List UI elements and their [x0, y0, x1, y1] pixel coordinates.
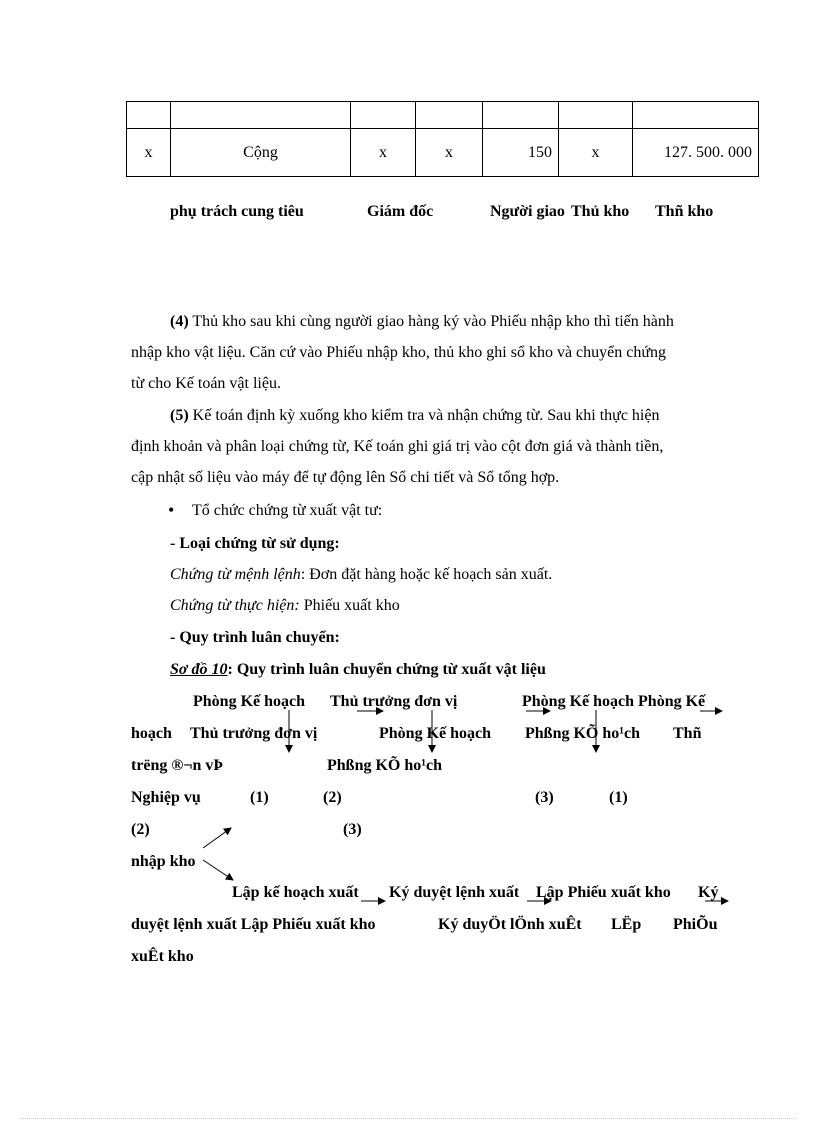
arrow-diagonal-up — [203, 828, 231, 848]
flow-label: trëng ®¬n vÞ — [131, 757, 224, 774]
table-cell — [351, 102, 416, 129]
table-cell — [483, 102, 559, 129]
flow-step: (2) — [131, 821, 150, 838]
flow-label: Phßng KÕ ho¹ch — [525, 725, 641, 742]
paragraph-4 — [131, 306, 721, 399]
table-cell: x — [351, 129, 416, 177]
table-cell: x — [416, 129, 483, 177]
caption-text: : Quy trình luân chuyển chứng từ xuất vật liệu — [227, 661, 546, 678]
diagram-caption — [170, 661, 546, 679]
flow-label: hoạch — [131, 725, 172, 742]
doc-line — [170, 566, 552, 584]
signature-label: phụ trách cung tiêu — [170, 203, 304, 220]
flow-label: Thñ — [673, 725, 702, 742]
paragraph-5 — [131, 400, 721, 493]
flow-label: Ký — [698, 884, 719, 901]
table-cell — [559, 102, 633, 129]
line-text: Phiếu xuất kho — [299, 597, 400, 614]
flow-label: xuÊt kho — [131, 948, 194, 965]
flow-label: Nghiệp vụ — [131, 789, 201, 806]
flow-label: Phòng Kế hoạch — [379, 725, 492, 742]
table-cell: x — [127, 129, 171, 177]
italic-label: Chứng từ thực hiện: — [170, 597, 300, 614]
table-cell — [171, 102, 351, 129]
stock-table — [126, 101, 759, 177]
para-text: Kế toán định kỳ xuống kho kiểm tra và nhận chứng từ. Sau khi thực hiện — [188, 407, 660, 424]
flow-label: Thủ trưởng đơn vị — [190, 725, 318, 742]
flow-label: nhập kho — [131, 853, 196, 870]
doc-line — [170, 597, 400, 615]
flow-label: LËp — [611, 916, 642, 933]
para-number: (4) — [170, 313, 189, 330]
italic-label: Chứng từ mệnh lệnh — [170, 566, 301, 583]
flow-label: Lập kế hoạch xuất — [232, 884, 359, 901]
para-text: từ cho Kế toán vật liệu. — [131, 375, 281, 392]
para-text: Thủ kho sau khi cùng người giao hàng ký vào Phiếu nhập kho thì tiến hành — [188, 313, 674, 330]
para-text: cập nhật số liệu vào máy để tự động lên Sổ chi tiết và Sổ tổng hợp. — [131, 469, 560, 486]
page-divider — [20, 1118, 796, 1119]
table-cell: x — [559, 129, 633, 177]
flow-step: (1) — [250, 789, 269, 806]
flow-label: Ký duyệt lệnh xuất — [389, 884, 520, 901]
table-cell: 127. 500. 000 — [633, 129, 759, 177]
bullet-text: Tổ chức chứng từ xuất vật tư: — [192, 502, 383, 519]
flow-label: PhiÕu — [673, 916, 718, 933]
caption-label: Sơ đồ 10 — [170, 661, 228, 678]
signature-label: Người giao — [490, 203, 565, 220]
table-cell — [416, 102, 483, 129]
arrow-diagonal-down — [203, 860, 233, 880]
para-number: (5) — [170, 407, 189, 424]
flow-step: (3) — [535, 789, 554, 806]
signature-label: Thñ kho — [655, 203, 714, 220]
para-text: định khoản và phân loại chứng từ, Kế toán ghi giá trị vào cột đơn giá và thành tiền, — [131, 438, 664, 455]
flow-label: Phòng Kế hoạch Phòng Kế — [522, 693, 706, 710]
flow-label: Ký duyÖt lÖnh xuÊt — [438, 916, 582, 933]
table-cell: Cộng — [171, 129, 351, 177]
table-row-total — [127, 129, 759, 177]
flow-step: (2) — [323, 789, 342, 806]
flow-label: Lập Phiếu xuất kho — [536, 884, 671, 901]
section-heading: - Quy trình luân chuyển: — [170, 629, 340, 646]
para-text: nhập kho vật liệu. Căn cứ vào Phiếu nhập kho, thủ kho ghi sổ kho và chuyển chứng — [131, 344, 667, 361]
section-heading: - Loại chứng từ sử dụng: — [170, 535, 340, 552]
flow-step: (1) — [609, 789, 628, 806]
flow-step: (3) — [343, 821, 362, 838]
table-cell: 150 — [483, 129, 559, 177]
bullet-icon: • — [168, 500, 175, 520]
signature-label: Thủ kho — [571, 203, 630, 220]
table-cell — [633, 102, 759, 129]
table-cell — [127, 102, 171, 129]
flow-label: Phòng Kế hoạch — [193, 693, 306, 710]
table-row — [127, 102, 759, 129]
line-text: : Đơn đặt hàng hoặc kế hoạch sản xuất. — [300, 566, 553, 583]
signature-label: Giám đốc — [367, 203, 434, 220]
flow-label: Thủ trưởng đơn vị — [330, 693, 458, 710]
flow-label: duyệt lệnh xuất Lập Phiếu xuất kho — [131, 916, 376, 933]
flow-label: Phßng KÕ ho¹ch — [327, 757, 443, 774]
